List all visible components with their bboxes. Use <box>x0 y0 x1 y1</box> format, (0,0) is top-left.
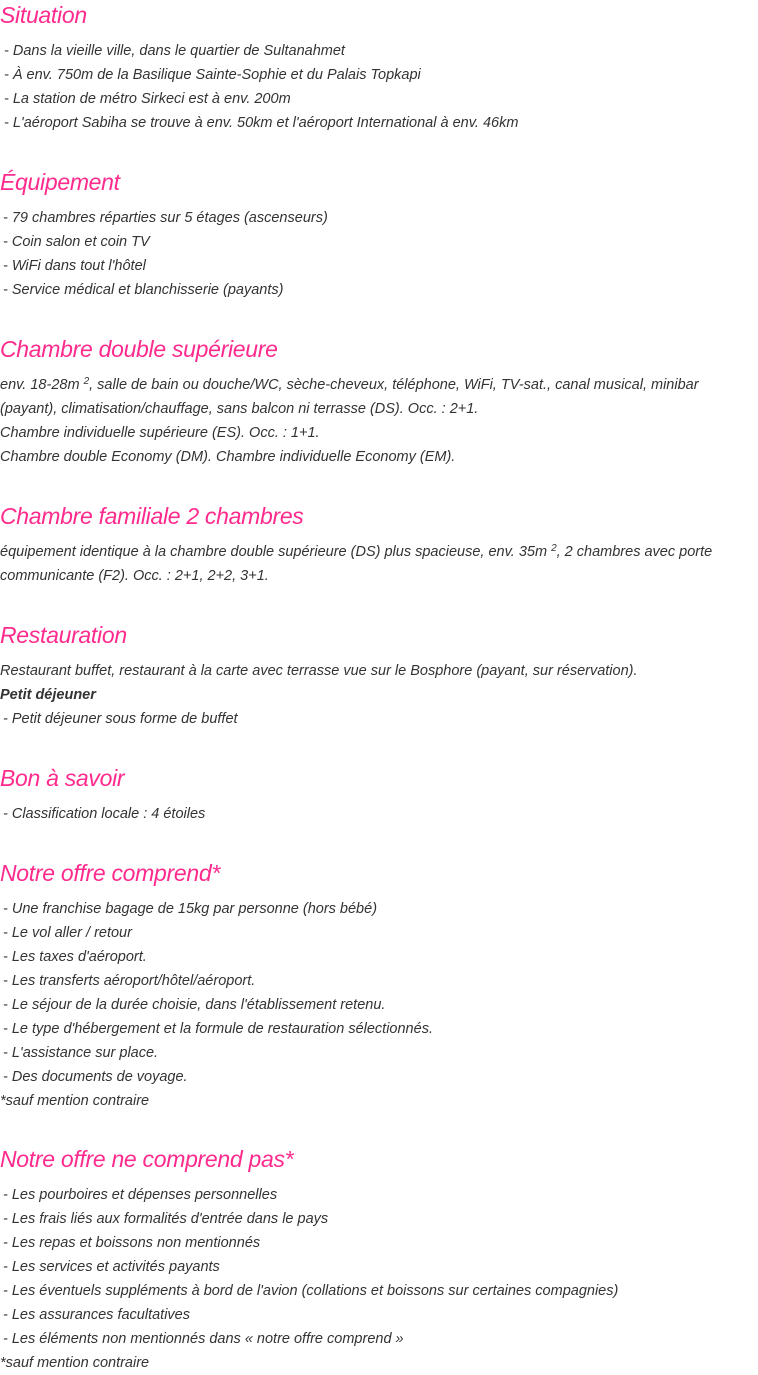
section-title: Bon à savoir <box>0 765 125 791</box>
section-title: Chambre double supérieure <box>0 336 278 362</box>
section-offre-ne-comprend-pas <box>0 1145 758 1375</box>
section-equipement <box>0 168 758 302</box>
list-item: - Les assurances facultatives <box>3 1307 190 1323</box>
section-bon-a-savoir <box>0 764 758 826</box>
situation-list <box>0 39 758 135</box>
offre-comprend-list <box>0 897 758 1113</box>
list-item: - Classification locale : 4 étoiles <box>3 806 206 822</box>
list-item: - 79 chambres réparties sur 5 étages (ascenseurs) <box>3 210 328 226</box>
list-item: - Le vol aller / retour <box>3 925 132 941</box>
list-item: - Des documents de voyage. <box>3 1069 188 1085</box>
chambre-familiale-description <box>0 540 758 588</box>
list-item: - Le type d'hébergement et la formule de restauration sélectionnés. <box>3 1021 433 1037</box>
description-text: équipement identique à la chambre double supérieure (DS) plus spacieuse, env. 35m <box>0 544 552 560</box>
section-chambre-familiale <box>0 502 758 588</box>
section-title: Équipement <box>0 169 120 195</box>
description-text: , salle de bain ou douche/WC, sèche-cheveux, téléphone, WiFi, TV-sat., canal musical, minibar (payant), climatisation/chauffage, sans balcon ni terrasse (DS). Occ. : 2+1. <box>0 377 699 417</box>
section-title: Notre offre ne comprend pas* <box>0 1146 294 1172</box>
chambre-line: Chambre double Economy (DM). Chambre individuelle Economy (EM). <box>0 449 456 465</box>
restauration-text: Restaurant buffet, restaurant à la carte avec terrasse vue sur le Bosphore (payant, sur réservation). <box>0 663 638 679</box>
chambre-double-description <box>0 373 758 421</box>
section-offre-comprend <box>0 859 758 1113</box>
superscript: 2 <box>83 376 90 387</box>
description-text: , 2 chambres avec porte communicante (F2). Occ. : 2+1, 2+2, 3+1. <box>0 544 713 584</box>
section-chambre-double <box>0 335 758 469</box>
list-item: - Le séjour de la durée choisie, dans l'établissement retenu. <box>3 997 386 1013</box>
list-item: - Les services et activités payants <box>3 1259 220 1275</box>
list-item: - Les éventuels suppléments à bord de l'avion (collations et boissons sur certaines compagnies) <box>3 1283 619 1299</box>
footnote: *sauf mention contraire <box>0 1093 150 1109</box>
list-item: - Coin salon et coin TV <box>3 234 150 250</box>
section-title: Restauration <box>0 622 127 648</box>
list-item: - La station de métro Sirkeci est à env. 200m <box>4 91 291 107</box>
list-item: - L'assistance sur place. <box>3 1045 159 1061</box>
chambre-line: Chambre individuelle supérieure (ES). Occ. : 1+1. <box>0 425 320 441</box>
list-item: - Dans la vieille ville, dans le quartier de Sultanahmet <box>4 43 345 59</box>
equipement-list <box>0 206 758 302</box>
list-item: - Les pourboires et dépenses personnelles <box>3 1187 278 1203</box>
list-item: - Une franchise bagage de 15kg par personne (hors bébé) <box>3 901 378 917</box>
breakfast-subtitle: Petit déjeuner <box>0 687 96 703</box>
list-item: - Les taxes d'aéroport. <box>3 949 147 965</box>
list-item: - Les éléments non mentionnés dans « notre offre comprend » <box>3 1331 404 1347</box>
section-title: Chambre familiale 2 chambres <box>0 503 304 529</box>
list-item: - Les frais liés aux formalités d'entrée dans le pays <box>3 1211 329 1227</box>
offre-ne-comprend-pas-list <box>0 1183 758 1375</box>
section-title: Notre offre comprend* <box>0 860 220 886</box>
section-situation <box>0 1 758 135</box>
description-text: env. 18-28m <box>0 377 84 393</box>
list-item: - Service médical et blanchisserie (payants) <box>3 282 284 298</box>
list-item: - Les transferts aéroport/hôtel/aéroport. <box>3 973 256 989</box>
list-item: - Les repas et boissons non mentionnés <box>3 1235 261 1251</box>
superscript: 2 <box>551 543 557 554</box>
footnote: *sauf mention contraire <box>0 1355 150 1371</box>
section-restauration <box>0 621 758 731</box>
list-item: - À env. 750m de la Basilique Sainte-Sophie et du Palais Topkapi <box>4 67 421 83</box>
list-item: - WiFi dans tout l'hôtel <box>3 258 146 274</box>
section-title: Situation <box>0 2 87 28</box>
list-item: - L'aéroport Sabiha se trouve à env. 50km et l'aéroport International à env. 46km <box>4 115 519 131</box>
list-item: - Petit déjeuner sous forme de buffet <box>3 711 238 727</box>
